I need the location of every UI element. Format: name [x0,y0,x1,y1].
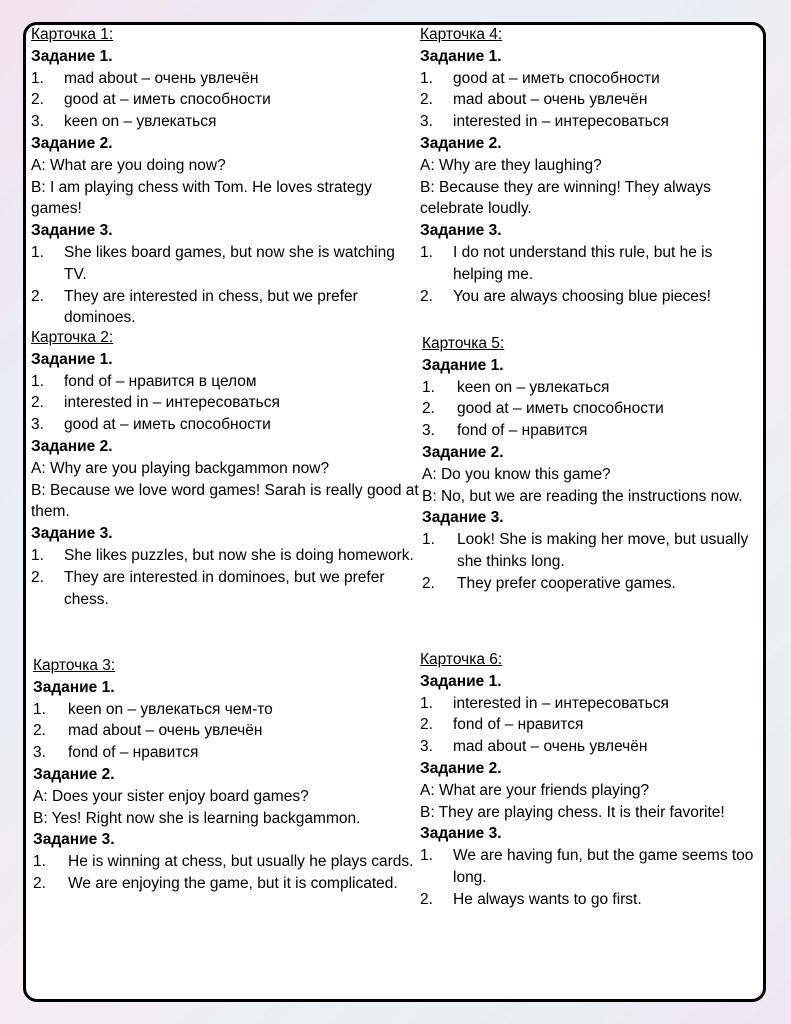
item-text: He always wants to go first. [453,890,642,908]
item-text: fond of – нравится [68,744,199,762]
item-number: 2. [420,890,433,908]
card-title: Карточка 3: [33,657,116,674]
item-text: good at – иметь способности [453,69,660,87]
item-number: 1. [420,847,433,865]
task-3-label: Задание 3. [33,831,115,849]
list-item [31,111,421,133]
item-number: 3. [31,416,44,434]
item-number: 3. [33,744,46,762]
item-text: good at – иметь способности [64,416,271,434]
dialog-line-b: B: No, but we are reading the instructions now. [422,487,743,505]
item-text: She likes board games, but now she is watching TV. [64,243,395,283]
task-3-label: Задание 3. [31,222,113,240]
item-number: 1. [420,694,433,712]
task-2-label: Задание 2. [420,759,502,777]
list-item [420,714,760,736]
dialog-line-b: B: Yes! Right now she is learning backgammon. [33,809,361,827]
item-text: good at – иметь способности [64,91,271,109]
item-text: They are interested in chess, but we prefer dominoes. [64,287,358,327]
task-2-label: Задание 2. [422,443,504,461]
list-item [422,529,762,573]
task-2-label: Задание 2. [420,134,502,152]
task-2-label: Задание 2. [31,437,113,455]
list-item [31,68,421,90]
dialog-line-b: B: Because we love word games! Sarah is really good at them. [31,481,419,521]
item-text: He is winning at chess, but usually he plays cards. [68,853,414,871]
card-4 [420,24,760,307]
list-item [422,573,762,595]
card-title: Карточка 2: [31,329,114,346]
dialog-line-a: A: What are your friends playing? [420,781,650,799]
task-3-label: Задание 3. [31,525,113,543]
list-item [420,845,760,889]
dialog-line-b: B: I am playing chess with Tom. He loves strategy games! [31,178,372,218]
item-number: 2. [31,568,44,586]
item-number: 3. [420,113,433,131]
item-number: 1. [31,546,44,564]
task-3-label: Задание 3. [420,222,502,240]
list-item [33,873,418,895]
item-text: Look! She is making her move, but usually she thinks long. [457,531,749,570]
list-item [33,742,418,764]
item-number: 2. [422,400,435,418]
card-title: Карточка 1: [31,26,114,43]
list-item [422,398,762,420]
item-number: 1. [31,372,44,390]
task-2-label: Задание 2. [31,134,113,152]
task-1-label: Задание 1. [422,356,504,374]
list-item [420,693,760,715]
list-item [422,377,762,399]
dialog-line-a: A: Does your sister enjoy board games? [33,787,309,805]
item-text: She likes puzzles, but now she is doing homework. [64,546,414,564]
list-item [31,286,421,330]
list-item [33,699,418,721]
list-item [420,111,760,133]
item-text: fond of – нравится в целом [64,372,257,390]
item-text: We are enjoying the game, but it is complicated. [68,874,398,892]
dialog-line-a: A: Do you know this game? [422,465,611,483]
dialog-line-b: B: Because they are winning! They always celebrate loudly. [420,178,711,218]
task-1-label: Задание 1. [31,350,113,368]
item-number: 2. [33,722,46,740]
card-6 [420,649,760,911]
item-number: 2. [420,91,433,109]
task-2-label: Задание 2. [33,765,115,783]
item-number: 1. [31,69,44,87]
item-text: They are interested in dominoes, but we prefer chess. [64,568,385,608]
dialog-line-a: A: What are you doing now? [31,156,226,174]
item-text: keen on – увлекаться чем-то [68,700,273,718]
list-item [31,242,421,286]
list-item [420,889,760,911]
task-1-label: Задание 1. [31,47,113,65]
task-3-label: Задание 3. [422,509,504,527]
dialog-line-b: B: They are playing chess. It is their favorite! [420,803,725,821]
item-number: 3. [422,422,435,440]
list-item [33,851,418,873]
list-item [420,736,760,758]
list-item [420,242,760,286]
item-text: mad about – очень увлечён [453,738,648,756]
card-1 [31,24,421,329]
list-item [31,414,421,436]
item-text: mad about – очень увлечён [68,722,263,740]
item-text: mad about – очень увлечён [64,69,259,87]
card-5 [422,333,762,595]
list-item [420,89,760,111]
list-item [31,567,421,611]
dialog-line-a: A: Why are they laughing? [420,156,602,174]
dialog-line-a: A: Why are you playing backgammon now? [31,459,330,477]
task-1-label: Задание 1. [420,47,502,65]
card-title: Карточка 5: [422,335,505,352]
card-2 [31,327,421,610]
item-number: 1. [33,700,46,718]
item-number: 1. [422,531,435,549]
item-number: 2. [31,91,44,109]
item-number: 1. [33,853,46,871]
item-number: 1. [422,378,435,396]
card-3 [33,655,418,895]
list-item [31,545,421,567]
item-number: 2. [33,874,46,892]
item-text: interested in – интересоваться [453,694,669,712]
item-number: 2. [31,287,44,305]
task-1-label: Задание 1. [33,678,115,696]
item-text: We are having fun, but the game seems too long. [453,847,754,886]
list-item [420,286,760,308]
list-item [33,720,418,742]
item-number: 1. [420,69,433,87]
item-text: good at – иметь способности [457,400,664,418]
item-text: They prefer cooperative games. [457,574,676,592]
item-text: fond of – нравится [453,716,584,734]
item-text: interested in – интересоваться [64,394,280,412]
card-title: Карточка 6: [420,651,503,668]
list-item [31,89,421,111]
item-number: 2. [31,394,44,412]
item-text: You are always choosing blue pieces! [453,287,711,305]
item-text: fond of – нравится [457,422,588,440]
item-number: 2. [422,574,435,592]
item-text: keen on – увлекаться [64,113,217,131]
item-text: interested in – интересоваться [453,113,669,131]
item-number: 3. [31,113,44,131]
item-number: 2. [420,716,433,734]
item-text: I do not understand this rule, but he is helping me. [453,243,713,283]
list-item [31,392,421,414]
task-3-label: Задание 3. [420,825,502,843]
item-number: 3. [420,738,433,756]
item-number: 1. [420,243,433,261]
list-item [31,371,421,393]
list-item [422,420,762,442]
item-text: keen on – увлекаться [457,378,610,396]
item-text: mad about – очень увлечён [453,91,648,109]
task-1-label: Задание 1. [420,672,502,690]
list-item [420,68,760,90]
item-number: 1. [31,243,44,261]
card-title: Карточка 4: [420,26,503,43]
item-number: 2. [420,287,433,305]
